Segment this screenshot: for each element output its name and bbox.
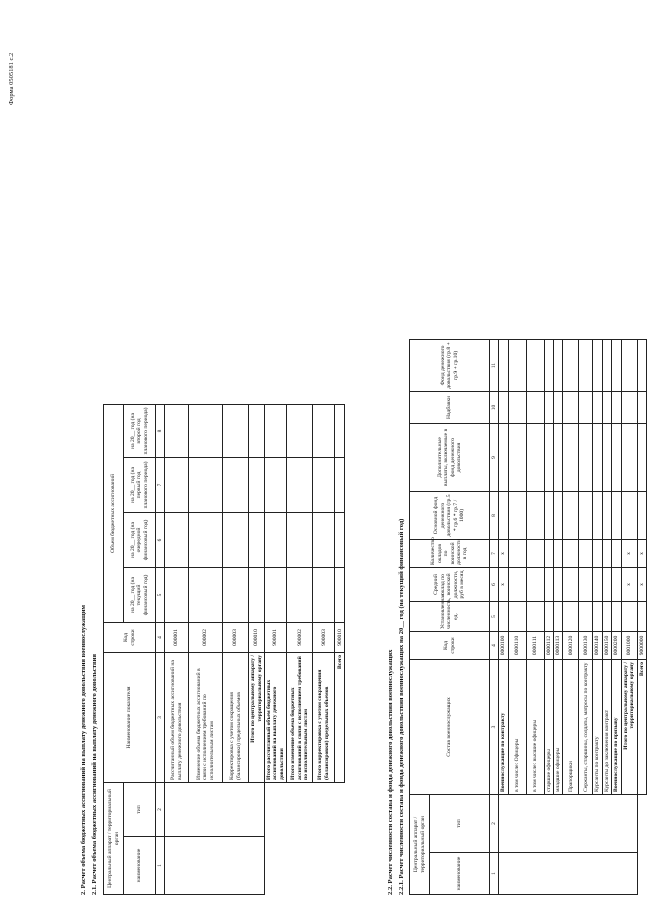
t1-header-org-name: наименование: [124, 837, 156, 895]
row-code: 000001: [165, 622, 189, 652]
row-label: в том числе: Офицеры: [508, 659, 526, 794]
row-label: Итого по центральному аппарату / территориальному органу: [249, 652, 265, 782]
t2-idx: 7: [490, 539, 499, 567]
table-row: [499, 339, 508, 894]
t2-header-count: Количество окладов по воинской должности в год: [410, 539, 490, 567]
t2-idx: 3: [490, 659, 499, 794]
t2-header-allowances: Надбавки: [410, 391, 490, 423]
cell-x: x: [637, 567, 646, 601]
row-code: 900001: [265, 622, 287, 652]
row-label: Итого корректировка с учетом сокращения (балансировки) предельных объемов: [313, 652, 335, 782]
row-code: 900002: [287, 622, 313, 652]
t2-idx: 4: [490, 631, 499, 659]
row-code: 0000112: [544, 631, 553, 659]
row-label: Всего: [335, 652, 345, 782]
cell-x: x: [499, 567, 508, 601]
row-label: Курсанты по контракту: [593, 659, 602, 794]
t1-idx: 7: [156, 457, 165, 512]
row-label: Корректировка с учетом сокращения (балансировки) предельных объемов: [223, 652, 249, 782]
row-code: 0000140: [593, 631, 602, 659]
row-code: 0000100: [499, 631, 508, 659]
t1-idx: 2: [156, 782, 165, 836]
row-label: Итого по центральному аппарату / территориальному органу: [621, 659, 637, 794]
section-2-2-1-heading: 2.2.1. Расчет численности состава и фонда денежного довольствия военнослужащих на 20__ год (на текущий финансовый год): [398, 518, 405, 895]
row-code: 0000200: [612, 631, 621, 659]
row-code: 9000000: [637, 631, 646, 659]
t2-idx: 1: [490, 853, 499, 895]
cell-x: x: [499, 539, 508, 567]
section-2-1-heading: 2.1. Расчет объема бюджетных ассигнований на выплату денежного довольствия: [91, 654, 98, 895]
t1-idx: 1: [156, 837, 165, 895]
row-code: 900003: [313, 622, 335, 652]
row-label: Рассчитанный объем бюджетных ассигнований на выплату денежного довольствия: [165, 652, 189, 782]
row-label: Всего: [637, 659, 646, 794]
row-label: Военнослужащие по призыву: [612, 659, 621, 794]
table-budget-volume: [103, 404, 345, 895]
row-code: 000003: [223, 622, 249, 652]
t1-header-period-3: на 20__ год (на первый год планового периода): [124, 457, 156, 512]
row-code: 0000120: [563, 631, 579, 659]
section-2-heading: 2. Расчет объема бюджетных ассигнований на выплату денежного довольствия военнослужащим: [80, 604, 87, 895]
t2-header-avg-salary: Средний оклад по воинской должности, руб в месяц: [410, 567, 490, 601]
table-row: [637, 339, 646, 894]
t2-header-code: Код строки: [410, 631, 490, 659]
t2-header-org-name: наименование: [430, 853, 490, 895]
row-code: 900010: [335, 622, 345, 652]
row-label: Изменение объема бюджетных ассигнований в связи с исполнением требований по исполнительным листам: [189, 652, 223, 782]
t1-idx: 4: [156, 622, 165, 652]
t2-idx: 11: [490, 339, 499, 391]
row-label: Прапорщики: [563, 659, 579, 794]
row-code: 0000113: [554, 631, 563, 659]
table-row: [287, 404, 313, 894]
t2-header-org-type: тип: [430, 794, 490, 852]
row-label: Итого изменение объема бюджетных ассигнований в связи с исполнением требований по исполнительным листам: [287, 652, 313, 782]
row-code: 0000111: [526, 631, 544, 659]
t1-idx: 5: [156, 567, 165, 622]
table-row: [265, 404, 287, 894]
row-code: 000010: [249, 622, 265, 652]
row-code: 0000110: [508, 631, 526, 659]
t1-header-period-2: на 20__ год (на очередной финансовый год): [124, 512, 156, 567]
t1-header-indicator: Наименование показателя: [104, 652, 156, 782]
t2-header-fund: Фонд денежного довольствия (гр.8 + гр.9 + гр.10): [410, 339, 490, 391]
row-label: в том числе: высшие офицеры: [526, 659, 544, 794]
table-row: [313, 404, 335, 894]
cell-x: x: [621, 539, 637, 567]
org-type-cell: [165, 782, 265, 836]
org-name-cell: [499, 853, 638, 895]
t2-idx: 10: [490, 391, 499, 423]
t1-header-period-1: на 20__ год (на текущий финансовый год): [124, 567, 156, 622]
t2-header-composition: Состав военнослужащих: [410, 659, 490, 794]
t1-header-volume: Объем бюджетных ассигнований: [104, 404, 124, 622]
t2-header-base-fund: Основной фонд денежного довольствия (гр.5 * гр.6 * гр.7 / 1000): [410, 491, 490, 539]
t1-idx: 6: [156, 512, 165, 567]
t2-idx: 2: [490, 794, 499, 852]
table-row: [335, 404, 345, 894]
row-label: старшие офицеры: [544, 659, 553, 794]
row-label: Сержанты, старшины, солдаты, матросы по контракту: [579, 659, 593, 794]
t1-idx: 8: [156, 404, 165, 457]
cell-x: x: [637, 539, 646, 567]
row-code: 0000150: [602, 631, 611, 659]
row-code: 000002: [189, 622, 223, 652]
t1-idx: 3: [156, 652, 165, 782]
org-name-cell: [165, 837, 265, 895]
t2-header-staff: Установленная численность, ед.: [410, 601, 490, 631]
table-row: [165, 404, 189, 894]
t1-header-org: Центральный аппарат / территориальный орган: [104, 782, 124, 894]
row-code: 0000130: [579, 631, 593, 659]
t2-idx: 8: [490, 491, 499, 539]
cell-x: x: [621, 567, 637, 601]
row-label: Военнослужащие по контракту: [499, 659, 508, 794]
row-label: Курсанты до заключения контракт: [602, 659, 611, 794]
t2-header-org: Центральный аппарат / территориальный орган: [410, 794, 430, 894]
t2-idx: 9: [490, 423, 499, 491]
row-label: Итого рассчитанный объем бюджетных ассигнований на выплату денежного довольствия: [265, 652, 287, 782]
org-type-cell: [499, 794, 638, 852]
t1-header-org-type: тип: [124, 782, 156, 836]
t2-idx: 6: [490, 567, 499, 601]
table-staff-fund: [409, 339, 647, 895]
t2-header-extra: Дополнительные выплаты, включаемые в фонд денежного довольствия: [410, 423, 490, 491]
t1-header-period-4: на 20__ год (на второй год планового периода): [124, 404, 156, 457]
t2-idx: 5: [490, 601, 499, 631]
row-code: 0001000: [621, 631, 637, 659]
section-2-2-heading: 2.2. Расчет численности состава и фонда денежного довольствия военнослужащих: [387, 649, 394, 895]
row-label: младшие офицеры: [554, 659, 563, 794]
form-label: Форма 0505181 с.2: [8, 52, 15, 105]
t1-header-code: Код строки: [104, 622, 156, 652]
